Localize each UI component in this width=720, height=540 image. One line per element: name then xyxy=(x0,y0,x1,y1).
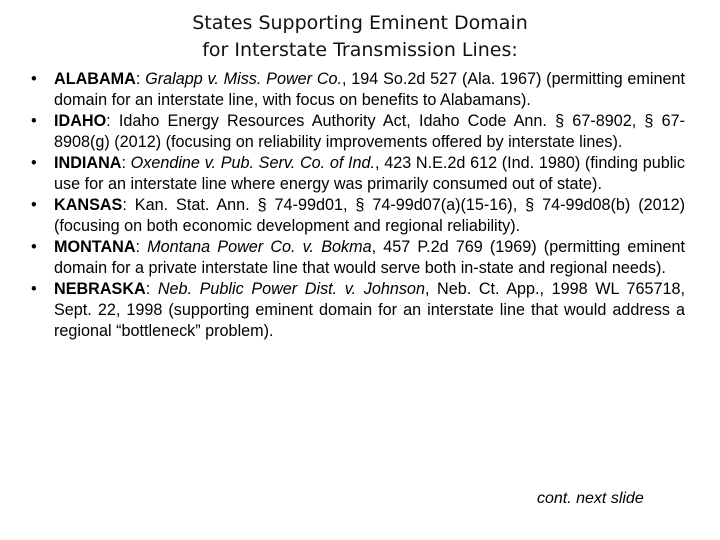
citation-text: , Neb. Ct. App., 1998 WL 765718, Sept. 22, 1998 (supporting eminent domain for an interstate line that would address a regional “bottleneck” problem). xyxy=(54,280,685,340)
slide-title xyxy=(0,10,720,64)
citation-text: Kan. Stat. Ann. § 74-99d01, § 74-99d07(a)(15-16), § 74-99d08(b) (2012) (focusing on both economic development and regional reliability). xyxy=(54,196,685,235)
citation-text: , 194 So.2d 527 (Ala. 1967) (permitting eminent domain for an interstate line, with focus on benefits to Alabamans). xyxy=(54,70,685,109)
state-name: INDIANA xyxy=(54,154,122,172)
list-item-montana xyxy=(30,237,685,279)
bullet-icon: • xyxy=(31,238,37,256)
separator: : xyxy=(122,196,135,214)
bullet-icon: • xyxy=(31,196,37,214)
case-name: Oxendine v. Pub. Serv. Co. of Ind. xyxy=(130,154,376,172)
case-name: Gralapp v. Miss. Power Co. xyxy=(145,70,343,88)
list-item-indiana xyxy=(30,153,685,195)
bullet-icon: • xyxy=(31,112,37,130)
separator: : xyxy=(145,280,158,298)
separator: : xyxy=(121,154,131,172)
state-name: KANSAS xyxy=(54,196,123,214)
state-list xyxy=(30,69,685,342)
citation-text: Idaho Energy Resources Authority Act, Idaho Code Ann. § 67-8902, § 67-8908(g) (2012) (focusing on reliability improvements offered by interstate lines). xyxy=(54,112,685,151)
slide-title-line-2: for Interstate Transmission Lines: xyxy=(202,39,518,61)
separator: : xyxy=(135,238,148,256)
list-item-nebraska xyxy=(30,279,685,342)
list-item-kansas xyxy=(30,195,685,237)
bullet-icon: • xyxy=(31,280,37,298)
citation-text: , 423 N.E.2d 612 (Ind. 1980) (finding public use for an interstate line where energy was primarily consumed out of state). xyxy=(54,154,685,193)
bullet-icon: • xyxy=(31,70,37,88)
case-name: Neb. Public Power Dist. v. Johnson xyxy=(157,280,425,298)
state-name: MONTANA xyxy=(54,238,136,256)
separator: : xyxy=(135,70,146,88)
list-item-alabama xyxy=(30,69,685,111)
state-name: NEBRASKA xyxy=(54,280,146,298)
state-name: IDAHO xyxy=(54,112,107,130)
state-name: ALABAMA xyxy=(54,70,136,88)
list-item-idaho xyxy=(30,111,685,153)
case-name: Montana Power Co. v. Bokma xyxy=(147,238,372,256)
bullet-icon: • xyxy=(31,154,37,172)
separator: : xyxy=(106,112,119,130)
citation-text: , 457 P.2d 769 (1969) (permitting eminent domain for a private interstate line that would serve both in-state and regional needs). xyxy=(54,238,685,277)
slide-title-line-1: States Supporting Eminent Domain xyxy=(192,12,528,34)
continued-note: cont. next slide xyxy=(537,490,644,507)
